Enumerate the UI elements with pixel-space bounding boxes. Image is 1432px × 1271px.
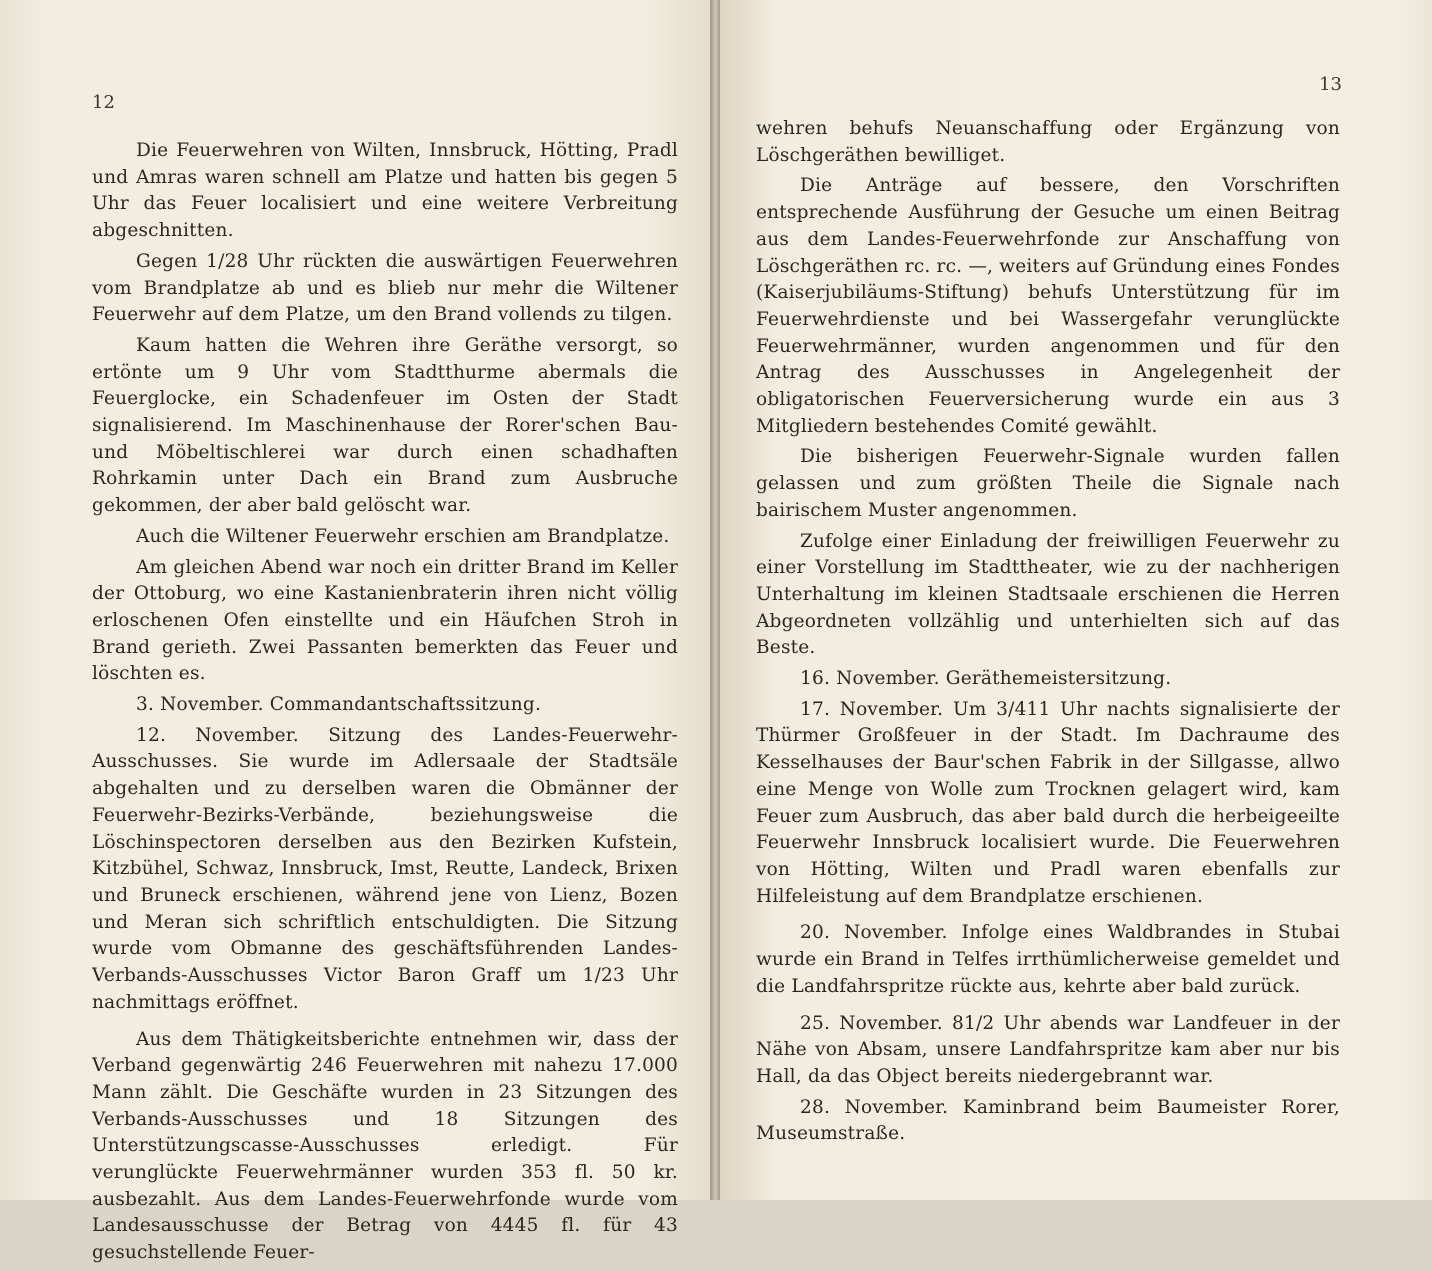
paragraph: Die bisherigen Feuerwehr-Signale wurden fallen gelassen und zum größten Theile die Signale nach bairischem Muster angenommen. xyxy=(756,446,1340,521)
paragraph: 28. November. Kaminbrand beim Baumeister Rorer, Museumstraße. xyxy=(756,1096,1340,1145)
paragraph: 25. November. 81/2 Uhr abends war Landfeuer in der Nähe von Absam, unsere Landfahrspritze kam aber nur bis Hall, da das Object bereits niedergebrannt war. xyxy=(756,1012,1340,1087)
paragraph: Am gleichen Abend war noch ein dritter Brand im Keller der Ottoburg, wo eine Kastanienbraterin ihren nicht völlig erloschenen Ofen einstellte und ein Häufchen Stroh in Brand gerieth. Zwei Passanten bemerkten das Feuer und löschten es. xyxy=(92,556,678,685)
paragraph: Kaum hatten die Wehren ihre Geräthe versorgt, so ertönte um 9 Uhr vom Stadtthurme abermals die Feuerglocke, ein Schadenfeuer im Osten der Stadt signalisierend. Im Maschinenhause der Rorer'schen Bau- und Möbeltischlerei war durch einen schadhaften Rohrkamin unter Dach ein Brand zum Ausbruche gekommen, der aber bald gelöscht war. xyxy=(92,334,678,517)
paragraph: 20. November. Infolge eines Waldbrandes in Stubai wurde ein Brand in Telfes irrthümlicherweise gemeldet und die Landfahrspritze rückte aus, kehrte aber bald zurück. xyxy=(756,922,1340,997)
paragraph: 12. November. Sitzung des Landes-Feuerwehr-Ausschusses. Sie wurde im Adlersaale der Stadtsäle abgehalten und zu derselben waren die Obmänner der Feuerwehr-Bezirks-Verbände, beziehungsweise die Löschinspectoren derselben aus den Bezirken Kufstein, Kitzbühel, Schwaz, Innsbruck, Imst, Reutte, Landeck, Brixen und Bruneck erschienen, während jene von Lienz, Bozen und Meran sich schriftlich entschuldigten. Die Sitzung wurde vom Obmanne des geschäftsführenden Landes-Verbands-Ausschusses Victor Baron Graff um 1/23 Uhr nachmittags eröffnet. xyxy=(92,724,678,1013)
paragraph: Die Feuerwehren von Wilten, Innsbruck, Hötting, Pradl und Amras waren schnell am Platze und hatten bis gegen 5 Uhr das Feuer localisiert und eine weitere Verbreitung abgeschnitten. xyxy=(92,140,678,242)
paragraph: 17. November. Um 3/411 Uhr nachts signalisierte der Thürmer Großfeuer in der Stadt. Im Dachraume des Kesselhauses der Baur'schen Fabrik in der Sillgasse, allwo eine Menge von Wolle zum Trocknen gelagert wird, kam Feuer zum Ausbruch, das aber bald durch die herbeigeeilte Feuerwehr Innsbruck localisiert wurde. Die Feuerwehren von Hötting, Wilten und Pradl waren ebenfalls zur Hilfeleistung auf dem Brandplatze erschienen. xyxy=(756,698,1340,907)
page-number: 12 xyxy=(92,92,115,113)
paragraph: Aus dem Thätigkeitsberichte entnehmen wir, dass der Verband gegenwärtig 246 Feuerwehren mit nahezu 17.000 Mann zählt. Die Geschäfte wurden in 23 Sitzungen des Verbands-Ausschusses und 18 Sitzungen des Unterstützungscasse-Ausschusses erledigt. Für verunglückte Feuerwehrmänner wurden 353 fl. 50 kr. ausbezahlt. Aus dem Landes-Feuerwehrfonde wurde vom Landesausschusse der Betrag von 4445 fl. für 43 gesuchstellende Feuer- xyxy=(92,1028,678,1264)
paragraph: 16. November. Geräthemeistersitzung. xyxy=(800,668,1172,690)
page-text xyxy=(756,116,1340,1152)
paragraph: Gegen 1/28 Uhr rückten die auswärtigen Feuerwehren vom Brandplatze ab und es blieb nur mehr die Wiltener Feuerwehr auf dem Platze, um den Brand vollends zu tilgen. xyxy=(92,250,678,326)
paragraph: Zufolge einer Einladung der freiwilligen Feuerwehr zu einer Vorstellung im Stadttheater, wie zu der nachherigen Unterhaltung im kleinen Stadtsaale erschienen die Herren Abgeordneten vollzählig und unterhielten sich auf das Beste. xyxy=(756,530,1340,659)
page-text xyxy=(92,138,678,1271)
paragraph: Die Anträge auf bessere, den Vorschriften entsprechende Ausführung der Gesuche um einen Beitrag aus dem Landes-Feuerwehrfonde zur Anschaffung von Löschgeräthen rc. rc. —, weiters auf Gründung eines Fondes (Kaiserjubiläums-Stiftung) behufs Unterstützung für im Feuerwehrdienste und bei Wassergefahr verunglückte Feuerwehrmänner, wurden angenommen und für den Antrag des Ausschusses in Angelegenheit der obligatorischen Feuerversicherung wurde ein aus 3 Mitgliedern bestehendes Comité gewählt. xyxy=(756,175,1340,437)
paragraph: Auch die Wiltener Feuerwehr erschien am Brandplatze. xyxy=(136,525,670,547)
right-page xyxy=(720,0,1432,1200)
paragraph: wehren behufs Neuanschaffung oder Ergänzung von Löschgeräthen bewilliget. xyxy=(756,118,1340,166)
page-number: 13 xyxy=(1319,74,1342,95)
paragraph: 3. November. Commandantschaftssitzung. xyxy=(136,694,542,716)
left-page xyxy=(0,0,712,1264)
